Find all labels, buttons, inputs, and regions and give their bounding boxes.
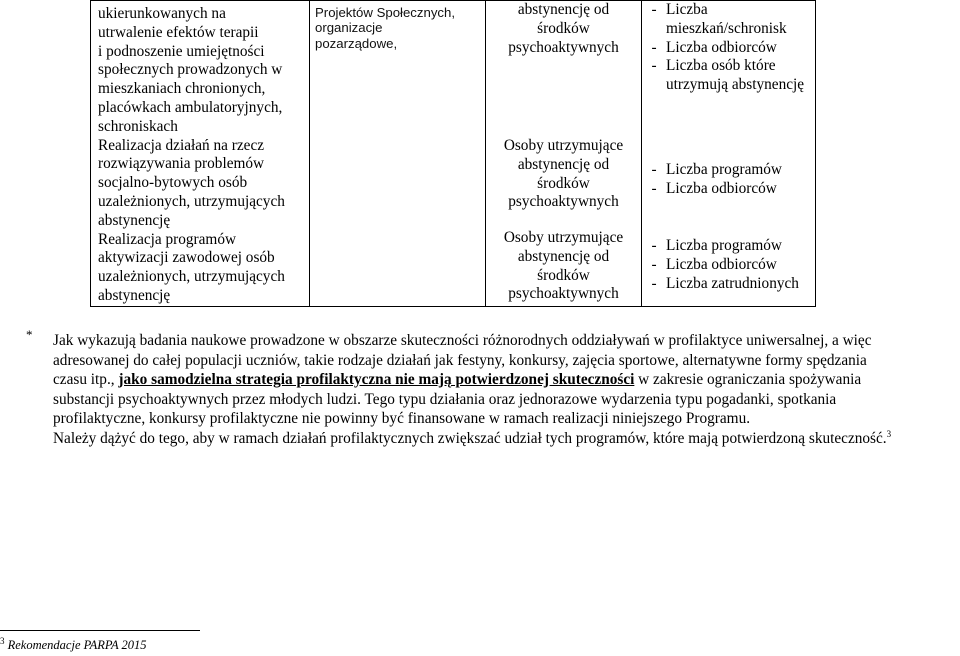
recipient-line: abstynencję od <box>517 155 610 173</box>
emphasis-underlined: jako samodzielna strategia profilaktyczna nie mają potwierdzonej skuteczności <box>118 371 635 388</box>
recipient-line: Osoby utrzymujące <box>503 137 624 154</box>
indicator-item: - Liczba osób które <box>651 57 776 75</box>
recipient-line: abstynencję od <box>517 247 610 265</box>
recipient-line: środków <box>537 19 590 37</box>
recipients-group-2 <box>486 137 641 212</box>
task-line: socjalno-bytowych osób <box>98 174 248 192</box>
recipient-line: psychoaktywnych <box>508 193 619 211</box>
task-line: Realizacja działań na rzecz <box>98 136 265 154</box>
recipient-line: psychoaktywnych <box>508 38 619 56</box>
entity-line: pozarządowe, <box>315 35 398 51</box>
indicator-item: - Liczba odbiorców <box>651 179 777 197</box>
task-line: utrwalenie efektów terapii <box>98 23 259 41</box>
footnote-ref: 3 <box>886 428 892 439</box>
recipient-line: środków <box>537 174 590 192</box>
table-cell-entities <box>310 1 486 307</box>
indicators-group-2 <box>642 161 815 199</box>
recipient-line: psychoaktywnych <box>508 285 619 303</box>
task-line: abstynencję <box>98 286 171 304</box>
indicators-group-1 <box>642 1 815 95</box>
recipients-group-1 <box>486 1 641 57</box>
indicator-item: - Liczba programów <box>651 237 782 254</box>
bullet-asterisk: * <box>26 327 33 342</box>
footnote: $^3$ Rekomendacje PARPA 2015 <box>0 635 147 652</box>
tasks-text <box>91 1 309 306</box>
paragraph-line: profilaktyczne, konkursy profilaktyczne nie powinny być finansowane w ramach realizacji niniejszego Programu. <box>53 410 751 427</box>
entity-line: Projektów Społecznych, <box>315 5 456 20</box>
task-line: i podnoszenie umiejętności <box>98 42 265 60</box>
indicator-item: - Liczba odbiorców <box>651 38 777 56</box>
entity-line: organizacje <box>315 20 383 36</box>
entities-text <box>310 1 485 51</box>
table-cell-recipients <box>486 1 642 307</box>
indicator-item: - Liczba mieszkań/schronisk <box>651 1 787 37</box>
task-line: abstynencję <box>98 211 171 229</box>
paragraph-line: Jak wykazują badania naukowe prowadzone w obszarze skuteczności różnorodnych oddziaływań w profilaktyce uniwersalnej, a więc <box>53 332 872 349</box>
task-line: uzależnionych, utrzymujących <box>98 268 285 286</box>
recipients-group-3 <box>486 229 641 304</box>
paragraph-line: adresowanej do całej populacji uczniów, takie rodzaje działań jak festyny, konkursy, zajęcia sportowe, alternatywne formy spędzania <box>53 351 867 369</box>
indicator-item: - Liczba odbiorców <box>651 255 777 273</box>
task-line: uzależnionych, utrzymujących <box>98 192 285 210</box>
indicator-item: - Liczba programów <box>651 161 782 178</box>
indicators-group-3 <box>642 237 815 293</box>
table-cell-indicators <box>642 1 816 307</box>
recipient-line: Osoby utrzymujące <box>503 229 624 246</box>
task-line: ukierunkowanych na <box>98 5 226 22</box>
task-line: placówkach ambulatoryjnych, <box>98 98 283 116</box>
program-table <box>90 0 816 307</box>
body-paragraph <box>53 331 958 448</box>
indicator-item-continuation: utrzymują abstynencję <box>666 76 805 94</box>
paragraph-line: substancji psychoaktywnych przez młodych ludzi. Tego typu działania oraz jednorazowe wydarzenia typu pogadanki, spotkania <box>53 390 837 408</box>
footnote-rule <box>0 630 200 631</box>
indicator-item: - Liczba zatrudnionych <box>651 274 799 292</box>
task-line: Realizacja programów <box>98 230 237 248</box>
task-line: schroniskach <box>98 117 178 135</box>
recipient-line: środków <box>537 266 590 284</box>
task-line: społecznych prowadzonych w <box>98 61 283 79</box>
task-line: rozwiązywania problemów <box>98 155 265 173</box>
recipient-line: abstynencję od <box>517 1 610 18</box>
paragraph-line: czasu itp., jako samodzielna strategia profilaktyczna nie mają potwierdzonej skuteczności w zakresie ograniczania spożywania <box>53 371 862 388</box>
paragraph-line: Należy dążyć do tego, aby w ramach działań profilaktycznych zwiększać udział tych programów, które mają potwierdzoną skuteczność.$^3$ <box>53 428 892 447</box>
task-line: mieszkaniach chronionych, <box>98 80 266 98</box>
table-cell-tasks <box>91 1 310 307</box>
task-line: aktywizacji zawodowej osób <box>98 249 275 267</box>
